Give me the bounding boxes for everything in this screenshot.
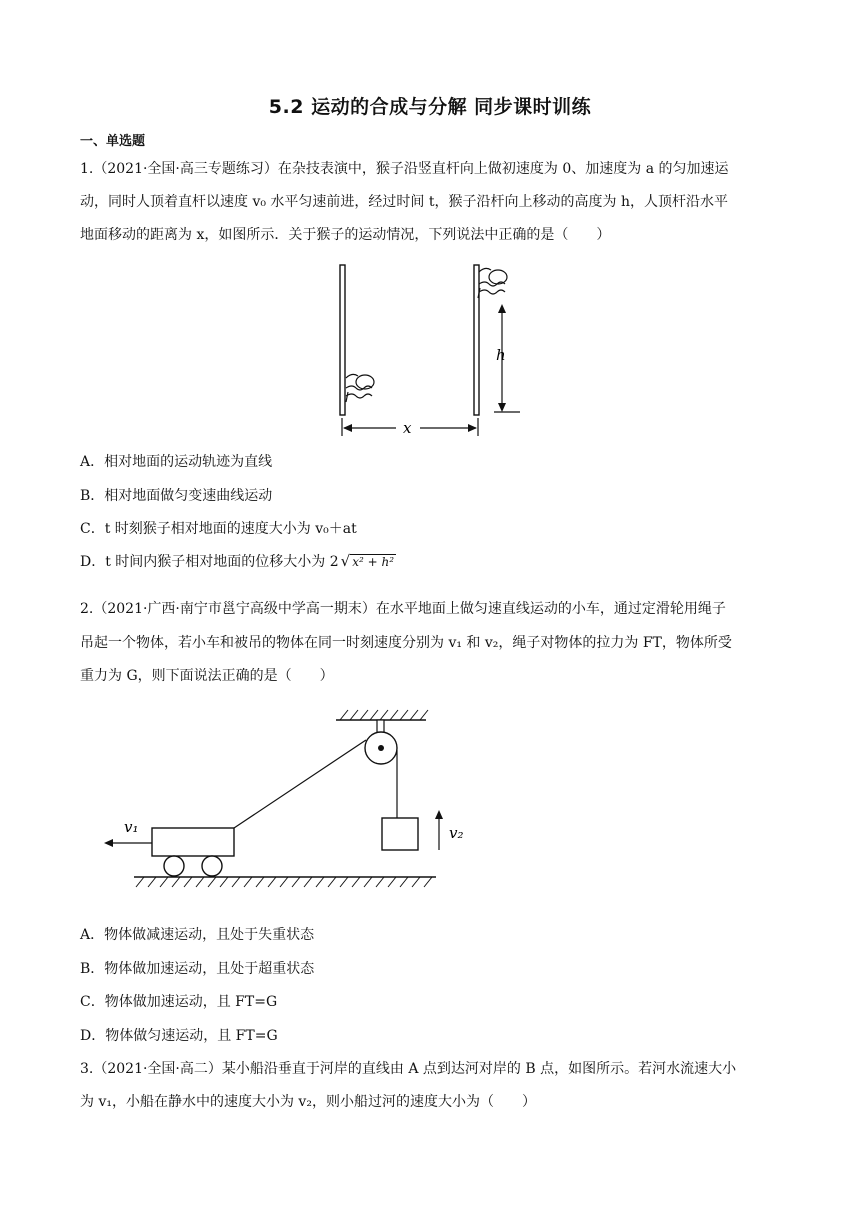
q2-option-b[interactable]: B．物体做加速运动，且处于超重状态 xyxy=(80,961,315,977)
sqrt-expression: √ x² + h² xyxy=(340,552,395,570)
pulley-cart-figure xyxy=(96,700,464,900)
q3-line-1: 3.（2021·全国·高二）某小船沿垂直于河岸的直线由 A 点到达河对岸的 B 点，如图所示。若河水流速大小 xyxy=(80,1061,737,1077)
q2-line-1: 2.（2021·广西·南宁市邕宁高级中学高一期末）在水平地面上做匀速直线运动的小车，通过定滑轮用绳子 xyxy=(80,601,726,617)
rope xyxy=(234,740,366,828)
monkey-icon-start xyxy=(346,374,374,402)
q1-option-c[interactable]: C．t 时刻猴子相对地面的速度大小为 v₀＋at xyxy=(80,521,357,537)
cart-body xyxy=(152,828,234,856)
q2-option-c[interactable]: C．物体做加速运动，且 FT=G xyxy=(80,994,278,1010)
q1-option-d-text: D．t 时间内猴子相对地面的位移大小为 2 xyxy=(80,554,339,570)
q3-line-2: 为 v₁，小船在静水中的速度大小为 v₂，则小船过河的速度大小为（ ） xyxy=(80,1094,536,1110)
cart-wheel-right xyxy=(202,856,222,876)
q1-option-a[interactable]: A．相对地面的运动轨迹为直线 xyxy=(80,454,273,470)
q2-line-3: 重力为 G，则下面说法正确的是（ ） xyxy=(80,668,334,684)
section-heading: 一、单选题 xyxy=(80,134,146,149)
q1-line-3: 地面移动的距离为 x，如图所示．关于猴子的运动情况，下列说法中正确的是（ ） xyxy=(80,227,611,243)
monkey-pole-figure xyxy=(330,260,530,440)
page-title: 5.2 运动的合成与分解 同步课时训练 xyxy=(268,96,592,118)
v2-label: v₂ xyxy=(449,824,464,842)
q1-line-2: 动，同时人顶着直杆以速度 v₀ 水平匀速前进，经过时间 t，猴子沿杆向上移动的高度为 h，人顶杆沿水平 xyxy=(80,194,728,210)
height-label: h xyxy=(496,346,506,364)
v1-label: v₁ xyxy=(124,818,139,836)
q1-line-1: 1.（2021·全国·高三专题练习）在杂技表演中，猴子沿竖直杆向上做初速度为 0、加速度为 a 的匀加速运 xyxy=(80,161,729,177)
q1-option-b[interactable]: B．相对地面做匀变速曲线运动 xyxy=(80,488,273,504)
cart-wheel-left xyxy=(164,856,184,876)
q2-option-a[interactable]: A．物体做减速运动，且处于失重状态 xyxy=(80,927,315,943)
monkey-icon-end xyxy=(478,268,507,298)
q2-option-d[interactable]: D．物体做匀速运动，且 FT=G xyxy=(80,1028,278,1044)
sqrt-radicand: x² + h² xyxy=(352,555,395,569)
hanging-block xyxy=(382,818,418,850)
distance-label: x xyxy=(403,419,412,437)
q2-line-2: 吊起一个物体，若小车和被吊的物体在同一时刻速度分别为 v₁ 和 v₂，绳子对物体的拉力为 FT，物体所受 xyxy=(80,635,732,651)
q1-option-d[interactable] xyxy=(80,551,396,571)
